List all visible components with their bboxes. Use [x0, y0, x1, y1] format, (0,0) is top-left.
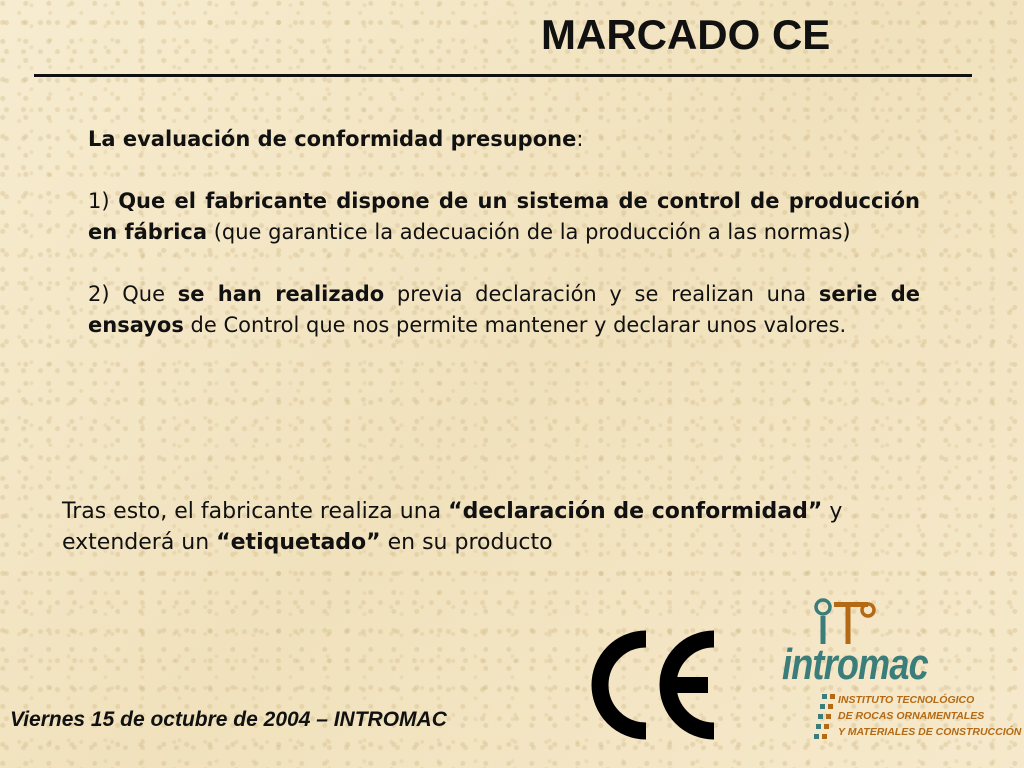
lead-colon: : — [576, 127, 584, 151]
logo-subtitle-line-1: INSTITUTO TECNOLÓGICO — [838, 694, 975, 706]
logo-subtitle-line-2: DE ROCAS ORNAMENTALES — [838, 710, 985, 722]
conclusion-text-2: y extenderá un — [62, 499, 843, 555]
item1-bold: Que el fabricante dispone de un sistema de control de producción en fábrica — [88, 189, 920, 244]
ce-mark-icon — [588, 627, 720, 743]
item2-mid: previa declaración y se realizan una — [384, 282, 819, 306]
item2-bold-2: serie de ensayos — [88, 282, 920, 337]
requirement-item-2 — [88, 279, 920, 341]
title-divider — [34, 74, 972, 77]
conclusion-bold-2: “etiquetado” — [216, 530, 381, 555]
conclusion-text-3: en su producto — [380, 530, 553, 555]
requirement-item-1 — [88, 186, 920, 248]
conclusion-bold-1: “declaración de conformidad” — [448, 499, 823, 524]
logo-wordmark: intromac — [782, 640, 928, 689]
lead-paragraph — [88, 124, 920, 155]
conclusion-paragraph — [62, 496, 882, 558]
slide-title: MARCADO CE — [541, 11, 831, 58]
item1-number: 1) — [88, 189, 119, 213]
item2-number: 2) Que — [88, 282, 178, 306]
item2-rest: de Control que nos permite mantener y declarar unos valores. — [183, 313, 847, 337]
logo-subtitle — [838, 692, 1021, 740]
logo-emblem-icon — [814, 598, 880, 644]
lead-bold: La evaluación de conformidad presupone — [88, 127, 577, 151]
conclusion-text-1: Tras esto, el fabricante realiza una — [62, 499, 449, 524]
item2-bold-1: se han realizado — [177, 282, 385, 306]
intromac-logo — [782, 598, 1022, 746]
logo-bars-icon — [812, 694, 838, 744]
logo-subtitle-line-3: Y MATERIALES DE CONSTRUCCIÓN — [838, 726, 1022, 738]
footer-text: Viernes 15 de octubre de 2004 – INTROMAC — [10, 708, 447, 731]
item1-rest: (que garantice la adecuación de la producción a las normas) — [207, 220, 851, 244]
conformity-requirements — [88, 124, 920, 372]
